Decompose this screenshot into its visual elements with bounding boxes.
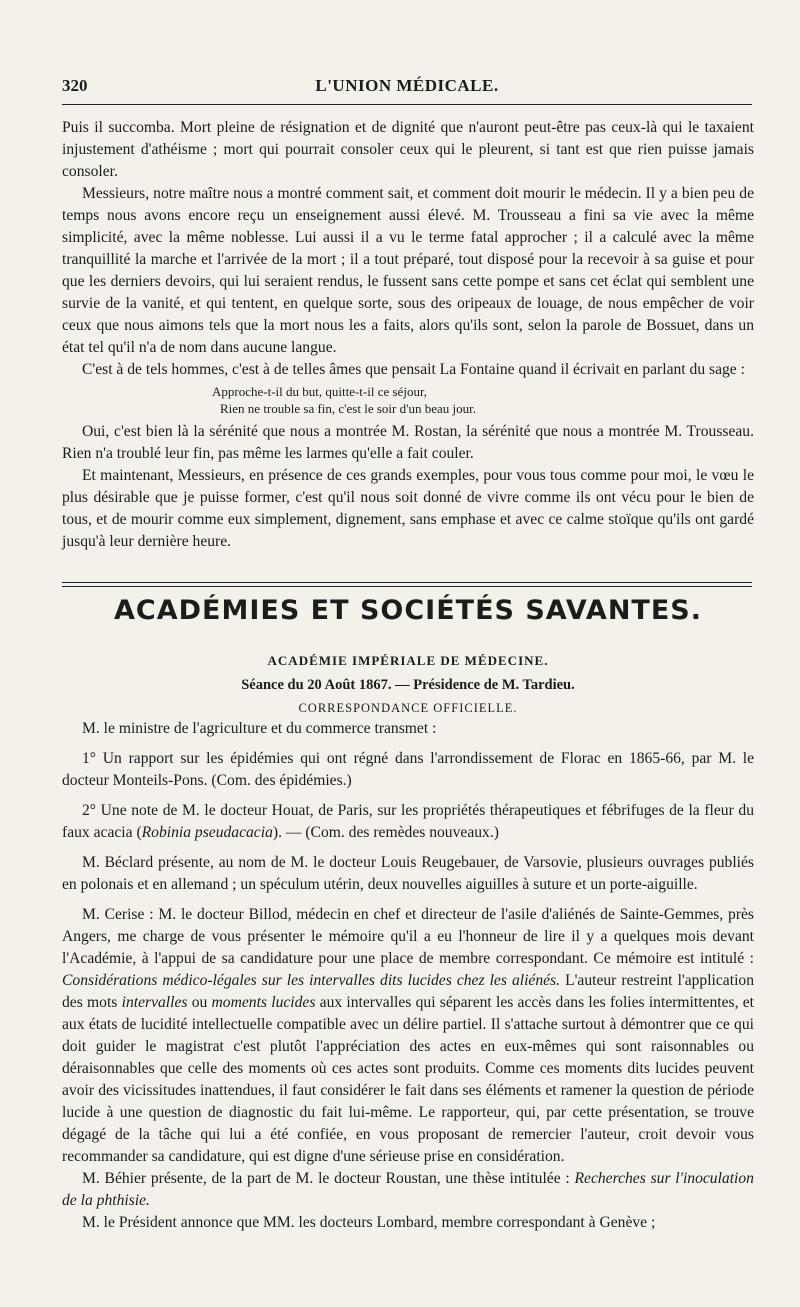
- list-item: 2° Une note de M. le docteur Houat, de Paris, sur les propriétés thérapeutiques et fébrifuges de la fleur du faux acacia (Robinia pseudacacia). — (Com. des remèdes nouveaux.): [62, 802, 754, 841]
- verse-line: Approche-t-il du but, quitte-t-il ce séjour,: [212, 384, 428, 399]
- paragraph: M. le Président annonce que MM. les docteurs Lombard, membre correspondant à Genève ;: [82, 1214, 656, 1231]
- verse-quote: [212, 383, 754, 417]
- running-title: L'UNION MÉDICALE.: [315, 76, 499, 95]
- header-rule: [62, 104, 752, 105]
- paragraph: M. le ministre de l'agriculture et du commerce transmet :: [82, 720, 437, 737]
- seance-heading: Séance du 20 Août 1867. — Présidence de M. Tardieu.: [241, 677, 575, 693]
- paragraph: Messieurs, notre maître nous a montré comment sait, et comment doit mourir le médecin. Il y a bien peu de temps nous avons encore reçu un enseignement aussi élevé. M. Trousseau a fini sa vie avec la même simplicité, avec la même noblesse. Lui aussi il a vu le terme fatal approcher ; il a calculé avec la même tranquillité la marche et l'arrivée de la mort ; il a tout préparé, tout disposé pour la recevoir à sa guise et pour que les derniers devoirs, qui lui seraient rendus, le fussent sans cette pompe et sans cet éclat qui semblent une survie de la vanité, et qui tentent, en quelque sorte, sous des oripeaux de louage, de nous empêcher de voir ceux que nous aimons tels que la mort nous les a faits, alors qu'ils sont, selon la parole de Bossuet, dans un état tel qu'il n'a de nom dans aucune langue.: [62, 185, 754, 356]
- paragraph: Puis il succomba. Mort pleine de résignation et de dignité que n'auront peut-être pas ceux-là qui le taxaient injustement d'athéisme ; mort qui pourrait consoler ceux qui le pleurent, si tant est que rien puisse jamais consoler.: [62, 119, 754, 180]
- running-header: [62, 76, 752, 100]
- verse-line: Rien ne trouble sa fin, c'est le soir d'un beau jour.: [220, 401, 476, 416]
- correspondance-heading: CORRESPONDANCE OFFICIELLE.: [298, 701, 518, 715]
- academy-heading: ACADÉMIE IMPÉRIALE DE MÉDECINE.: [267, 653, 549, 668]
- list-item: 1° Un rapport sur les épidémies qui ont régné dans l'arrondissement de Florac en 1865-66, par M. le docteur Monteils-Pons. (Com. des épidémies.): [62, 750, 754, 789]
- paragraph: M. Béclard présente, au nom de M. le docteur Louis Reugebauer, de Varsovie, plusieurs ouvrages publiés en polonais et en allemand ; un spéculum utérin, deux nouvelles aiguilles à suture et un porte-aiguille.: [62, 854, 754, 893]
- paragraph: Et maintenant, Messieurs, en présence de ces grands exemples, pour vous tous comme pour moi, le vœu le plus désirable que je puisse former, c'est qu'il nous soit donné de vivre comme ils ont vécu pour le bien de tous, et de mourir comme eux simplement, dignement, sans emphase et avec ce calme stoïque qu'ils ont gardé jusqu'à leur dernière heure.: [62, 467, 754, 550]
- paragraph: C'est à de tels hommes, c'est à de telles âmes que pensait La Fontaine quand il écrivait en parlant du sage :: [82, 361, 745, 378]
- page-number: 320: [62, 76, 88, 95]
- section-rule: [62, 586, 752, 587]
- section-title: ACADÉMIES ET SOCIÉTÉS SAVANTES.: [114, 595, 702, 626]
- paragraph: M. Béhier présente, de la part de M. le docteur Roustan, une thèse intitulée : Recherches sur l'inoculation de la phthisie.: [62, 1170, 754, 1209]
- paragraph: M. Cerise : M. le docteur Billod, médecin en chef et directeur de l'asile d'aliénés de Sainte-Gemmes, près Angers, me charge de vous présenter le mémoire qu'il a eu l'honneur de lire il y a quelques mois devant l'Académie, à l'appui de sa candidature pour une place de membre correspondant. Ce mémoire est intitulé : Considérations médico-légales sur les intervalles dits lucides chez les aliénés. L'auteur restreint l'application des mots intervalles ou moments lucides aux intervalles qui séparent les accès dans les folies intermittentes, et aux états de lucidité intellectuelle compatible avec un délire partiel. Il s'attache surtout à démontrer que ce qui doit guider le magistrat c'est plutôt l'appréciation des actes en eux-mêmes qui sont raisonnables ou déraisonnables que celle des moments où ces actes sont produits. Comme ces moments dits lucides peuvent avoir des vicissitudes inattendues, il faut considérer le fait dans ses éléments et ramener la question de période lucide à une question de diagnostic du fait lui-même. Le rapporteur, qui, par cette présentation, se trouve dégagé de la tâche qui lui a été confiée, en vous proposant de remercier l'auteur, croit devoir vous recommander sa candidature, qui est digne d'une sérieuse prise en considération.: [62, 906, 754, 1165]
- paragraph: Oui, c'est bien là la sérénité que nous a montrée M. Rostan, la sérénité que nous a montrée M. Trousseau. Rien n'a troublé leur fin, pas même les larmes qu'elle a fait couler.: [62, 423, 754, 462]
- section-body: [62, 650, 754, 1234]
- section-rule: [62, 582, 752, 583]
- article-body: [62, 117, 754, 553]
